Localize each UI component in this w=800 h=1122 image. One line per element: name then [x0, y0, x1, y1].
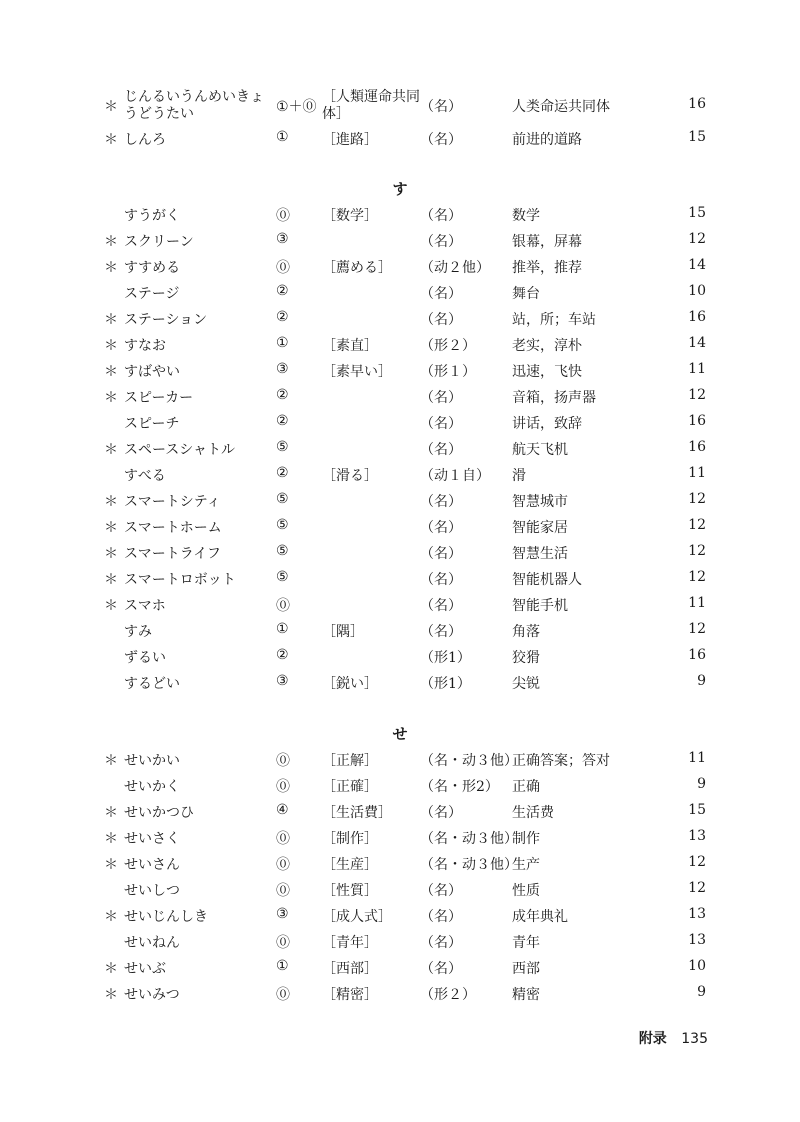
- kana-reading: ステーション: [124, 312, 208, 328]
- accent-mark: ⑤: [276, 543, 289, 559]
- lesson-number: 14: [688, 335, 706, 351]
- part-of-speech: （名）: [420, 883, 462, 899]
- kana-reading: スペースシャトル: [124, 442, 236, 458]
- star-marker: ＊: [104, 961, 118, 977]
- kana-reading: せいかつひ: [124, 805, 194, 821]
- kana-reading: すすめる: [124, 260, 181, 276]
- chinese-meaning: 前进的道路: [512, 132, 582, 148]
- section-heading-se: せ: [392, 725, 408, 743]
- accent-mark: ⓪: [276, 260, 290, 276]
- star-marker: ＊: [104, 390, 118, 406]
- kana-reading: せいかい: [124, 753, 180, 769]
- chinese-meaning: 推举，推荐: [512, 260, 582, 276]
- kanji-form: ［進路］: [322, 132, 378, 148]
- chinese-meaning: 正确答案；答对: [512, 753, 610, 769]
- accent-mark: ⓪: [276, 753, 290, 769]
- lesson-number: 16: [688, 647, 706, 663]
- kanji-form: ［隅］: [322, 624, 364, 640]
- lesson-number: 16: [688, 413, 706, 429]
- kanji-form: ［性質］: [322, 883, 378, 899]
- lesson-number: 12: [688, 543, 706, 559]
- accent-mark: ③: [276, 231, 289, 247]
- part-of-speech: （动１自）: [420, 468, 490, 484]
- part-of-speech: （形１）: [420, 364, 476, 380]
- chinese-meaning: 舞台: [512, 286, 540, 302]
- lesson-number: 16: [688, 439, 706, 455]
- kana-reading: せいさく: [124, 831, 180, 847]
- part-of-speech: （名）: [420, 286, 462, 302]
- part-of-speech: （名）: [420, 598, 462, 614]
- accent-mark: ②: [276, 465, 289, 481]
- accent-mark: ①: [276, 335, 289, 351]
- kanji-form: ［成人式］: [322, 909, 392, 925]
- accent-mark: ②: [276, 309, 289, 325]
- chinese-meaning: 智能机器人: [512, 572, 582, 588]
- accent-mark: ②: [276, 387, 289, 403]
- chinese-meaning: 航天飞机: [512, 442, 568, 458]
- lesson-number: 15: [688, 129, 706, 145]
- kanji-form: ［正解］: [322, 753, 378, 769]
- chinese-meaning: 站，所；车站: [512, 312, 596, 328]
- chinese-meaning: 角落: [512, 624, 540, 640]
- lesson-number: 13: [688, 828, 706, 844]
- chinese-meaning: 狡猾: [512, 650, 540, 666]
- accent-mark: ③: [276, 361, 289, 377]
- chinese-meaning: 迅速，飞快: [512, 364, 582, 380]
- chinese-meaning: 正确: [512, 779, 540, 795]
- part-of-speech: （名）: [420, 416, 462, 432]
- kana-reading: スクリーン: [124, 234, 194, 250]
- accent-mark: ⓪: [276, 831, 290, 847]
- kana-reading: すうがく: [124, 208, 180, 224]
- kanji-form: ［素直］: [322, 338, 378, 354]
- chinese-meaning: 音箱，扬声器: [512, 390, 596, 406]
- lesson-number: 11: [688, 750, 706, 766]
- chinese-meaning: 滑: [512, 468, 526, 484]
- accent-mark: ⑤: [276, 491, 289, 507]
- part-of-speech: （名・动３他）: [420, 753, 518, 769]
- kanji-form: ［鋭い］: [322, 676, 378, 692]
- star-marker: ＊: [104, 598, 118, 614]
- star-marker: ＊: [104, 857, 118, 873]
- kana-reading: じんるいうんめいきょうどうたい: [124, 89, 264, 122]
- part-of-speech: （名）: [420, 546, 462, 562]
- lesson-number: 9: [697, 776, 706, 792]
- kana-reading: せいみつ: [124, 987, 180, 1003]
- part-of-speech: （名）: [420, 312, 462, 328]
- accent-mark: ⓪: [276, 779, 290, 795]
- chinese-meaning: 智能手机: [512, 598, 568, 614]
- lesson-number: 10: [688, 283, 706, 299]
- lesson-number: 9: [697, 673, 706, 689]
- part-of-speech: （名）: [420, 624, 462, 640]
- chinese-meaning: 人类命运共同体: [512, 99, 610, 115]
- chinese-meaning: 智慧生活: [512, 546, 568, 562]
- chinese-meaning: 性质: [512, 883, 540, 899]
- accent-mark: ⑤: [276, 439, 289, 455]
- chinese-meaning: 尖锐: [512, 676, 540, 692]
- kanji-form: ［生産］: [322, 857, 378, 873]
- part-of-speech: （名）: [420, 442, 462, 458]
- lesson-number: 12: [688, 621, 706, 637]
- kanji-form: ［西部］: [322, 961, 378, 977]
- kanji-form: ［精密］: [322, 987, 378, 1003]
- accent-mark: ⓪: [276, 935, 290, 951]
- part-of-speech: （名）: [420, 961, 462, 977]
- lesson-number: 16: [688, 309, 706, 325]
- star-marker: ＊: [104, 234, 118, 250]
- lesson-number: 12: [688, 569, 706, 585]
- part-of-speech: （名）: [420, 935, 462, 951]
- accent-mark: ①: [276, 129, 289, 145]
- accent-mark: ④: [276, 802, 289, 818]
- section-heading-su: す: [392, 180, 408, 198]
- chinese-meaning: 数学: [512, 208, 540, 224]
- chinese-meaning: 老实，淳朴: [512, 338, 582, 354]
- chinese-meaning: 讲话，致辞: [512, 416, 582, 432]
- accent-mark: ⑤: [276, 517, 289, 533]
- lesson-number: 11: [688, 361, 706, 377]
- accent-mark: ①: [276, 621, 289, 637]
- star-marker: ＊: [104, 909, 118, 925]
- kana-reading: スピーチ: [124, 416, 180, 432]
- star-marker: ＊: [104, 520, 118, 536]
- lesson-number: 12: [688, 880, 706, 896]
- kana-reading: せいしつ: [124, 883, 180, 899]
- lesson-number: 11: [688, 595, 706, 611]
- kanji-form: ［数学］: [322, 208, 378, 224]
- star-marker: ＊: [104, 546, 118, 562]
- kana-reading: せいじんしき: [124, 909, 208, 925]
- star-marker: ＊: [104, 987, 118, 1003]
- chinese-meaning: 智慧城市: [512, 494, 568, 510]
- accent-mark: ③: [276, 906, 289, 922]
- kana-reading: すばやい: [124, 364, 180, 380]
- accent-mark: ⓪: [276, 208, 290, 224]
- kanji-form: ［制作］: [322, 831, 378, 847]
- lesson-number: 12: [688, 491, 706, 507]
- part-of-speech: （名）: [420, 234, 462, 250]
- kana-reading: スマホ: [124, 598, 166, 614]
- kana-reading: せいぶ: [124, 961, 166, 977]
- star-marker: ＊: [104, 132, 118, 148]
- part-of-speech: （形２）: [420, 987, 476, 1003]
- lesson-number: 15: [688, 205, 706, 221]
- kana-reading: するどい: [124, 676, 180, 692]
- kanji-form: ［素早い］: [322, 364, 392, 380]
- lesson-number: 16: [688, 96, 706, 112]
- accent-mark: ②: [276, 283, 289, 299]
- part-of-speech: （名）: [420, 132, 462, 148]
- accent-mark: ⓪: [276, 987, 290, 1003]
- kana-reading: スマートライフ: [124, 546, 221, 562]
- chinese-meaning: 生活费: [512, 805, 554, 821]
- accent-mark: ②: [276, 413, 289, 429]
- part-of-speech: （名）: [420, 909, 462, 925]
- kana-reading: スマートホーム: [124, 520, 222, 536]
- kanji-form: ［生活費］: [322, 805, 392, 821]
- part-of-speech: （形1）: [420, 650, 471, 666]
- accent-mark: ⓪: [276, 883, 290, 899]
- page-number: 135: [681, 1031, 708, 1047]
- accent-mark: ②: [276, 647, 289, 663]
- part-of-speech: （名）: [420, 99, 462, 115]
- kana-reading: すみ: [124, 624, 152, 640]
- kanji-form: ［正確］: [322, 779, 378, 795]
- lesson-number: 12: [688, 854, 706, 870]
- chinese-meaning: 成年典礼: [512, 909, 568, 925]
- part-of-speech: （名）: [420, 805, 462, 821]
- star-marker: ＊: [104, 99, 118, 115]
- chinese-meaning: 智能家居: [512, 520, 568, 536]
- star-marker: ＊: [104, 753, 118, 769]
- kanji-form: ［滑る］: [322, 468, 378, 484]
- accent-mark: ⓪: [276, 598, 290, 614]
- accent-mark: ①＋⓪: [276, 99, 317, 115]
- kana-reading: すべる: [124, 468, 166, 484]
- star-marker: ＊: [104, 572, 118, 588]
- chinese-meaning: 精密: [512, 987, 540, 1003]
- accent-mark: ③: [276, 673, 289, 689]
- chinese-meaning: 生产: [512, 857, 540, 873]
- chinese-meaning: 青年: [512, 935, 540, 951]
- part-of-speech: （名・形2）: [420, 779, 499, 795]
- lesson-number: 15: [688, 802, 706, 818]
- part-of-speech: （形1）: [420, 676, 471, 692]
- lesson-number: 11: [688, 465, 706, 481]
- lesson-number: 13: [688, 906, 706, 922]
- kana-reading: ステージ: [124, 286, 180, 302]
- kanji-form: ［青年］: [322, 935, 378, 951]
- kana-reading: せいさん: [124, 857, 180, 873]
- chinese-meaning: 银幕，屏幕: [512, 234, 582, 250]
- part-of-speech: （名・动３他）: [420, 857, 518, 873]
- accent-mark: ①: [276, 958, 289, 974]
- chinese-meaning: 西部: [512, 961, 540, 977]
- kana-reading: ずるい: [124, 650, 166, 666]
- lesson-number: 10: [688, 958, 706, 974]
- lesson-number: 13: [688, 932, 706, 948]
- lesson-number: 14: [688, 257, 706, 273]
- star-marker: ＊: [104, 831, 118, 847]
- part-of-speech: （名）: [420, 494, 462, 510]
- kanji-form: ［人類運命共同体］: [322, 89, 420, 122]
- accent-mark: ⓪: [276, 857, 290, 873]
- kanji-form: ［薦める］: [322, 260, 392, 276]
- kana-reading: すなお: [124, 338, 166, 354]
- kana-reading: しんろ: [124, 132, 166, 148]
- star-marker: ＊: [104, 260, 118, 276]
- kana-reading: スマートロボット: [124, 572, 236, 588]
- footer-label: 附录: [638, 1031, 667, 1047]
- lesson-number: 12: [688, 517, 706, 533]
- part-of-speech: （名）: [420, 208, 462, 224]
- lesson-number: 12: [688, 387, 706, 403]
- part-of-speech: （名）: [420, 520, 462, 536]
- part-of-speech: （名・动３他）: [420, 831, 518, 847]
- star-marker: ＊: [104, 494, 118, 510]
- star-marker: ＊: [104, 364, 118, 380]
- lesson-number: 12: [688, 231, 706, 247]
- page-footer: [639, 1028, 708, 1048]
- kana-reading: スマートシティ: [124, 494, 221, 510]
- star-marker: ＊: [104, 442, 118, 458]
- star-marker: ＊: [104, 312, 118, 328]
- part-of-speech: （动２他）: [420, 260, 490, 276]
- part-of-speech: （名）: [420, 572, 462, 588]
- star-marker: ＊: [104, 805, 118, 821]
- star-marker: ＊: [104, 338, 118, 354]
- kana-reading: せいねん: [124, 935, 180, 951]
- kana-reading: せいかく: [124, 779, 180, 795]
- accent-mark: ⑤: [276, 569, 289, 585]
- lesson-number: 9: [697, 984, 706, 1000]
- part-of-speech: （形２）: [420, 338, 476, 354]
- chinese-meaning: 制作: [512, 831, 540, 847]
- kana-reading: スピーカー: [124, 390, 194, 406]
- part-of-speech: （名）: [420, 390, 462, 406]
